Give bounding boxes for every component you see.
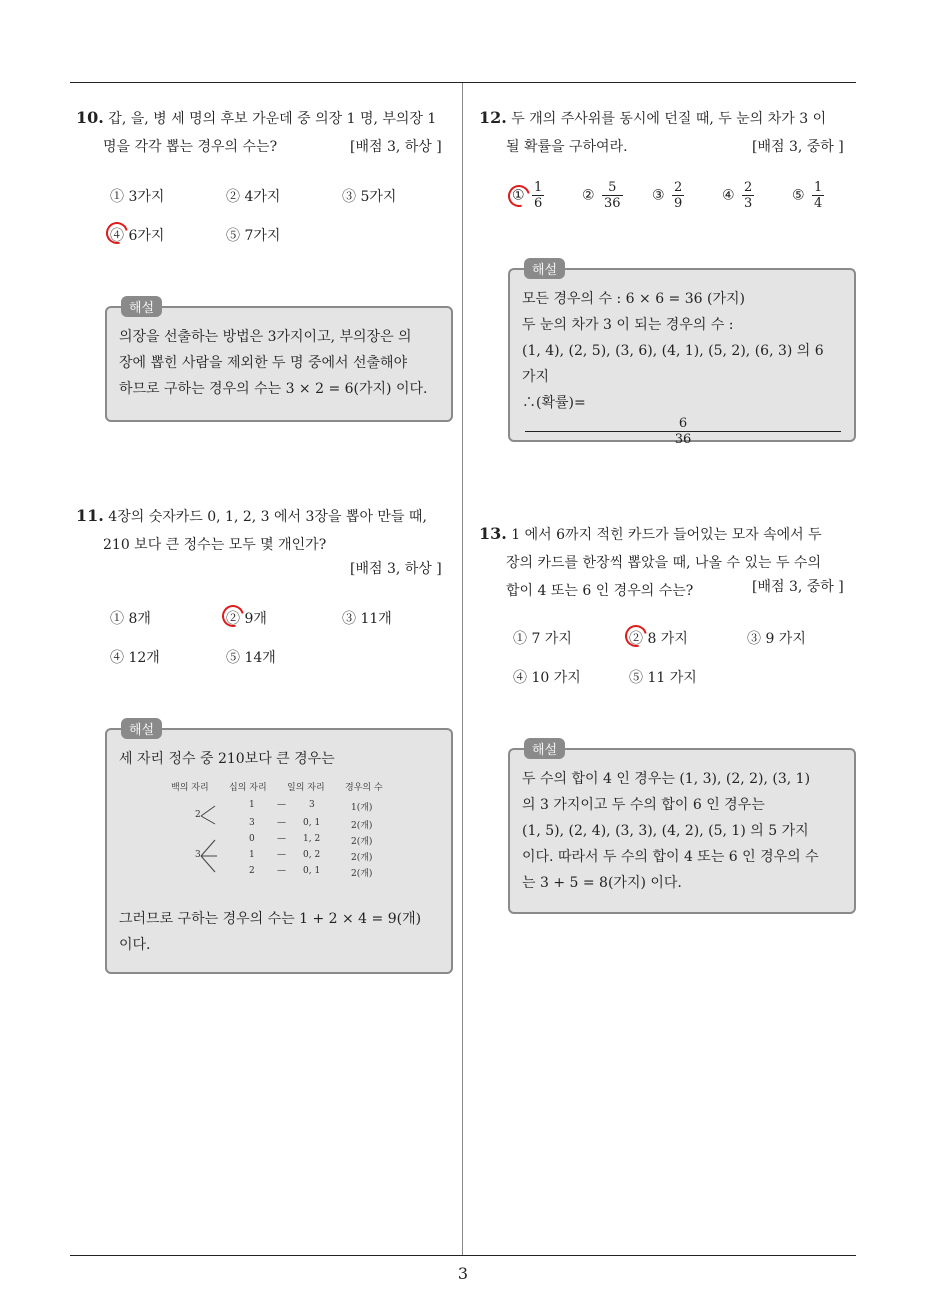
solution-tag: 해설	[121, 718, 162, 739]
question-text: 1 에서 6까지 적힌 카드가 들어있는 모자 속에서 두	[511, 527, 822, 543]
option-5[interactable]	[792, 180, 827, 211]
option-label: ③	[652, 187, 665, 204]
option-2[interactable]	[226, 608, 267, 628]
solution-line: 장에 뽑힌 사람을 제외한 두 명 중에서 선출해야	[119, 355, 408, 371]
tree-header: 경우의 수	[345, 783, 383, 793]
solution-line: 의장을 선출하는 방법은 3가지이고, 부의장은 의	[119, 329, 412, 345]
tree-cell: 2(개)	[351, 869, 373, 879]
fraction: 6 36	[525, 416, 841, 447]
solution-line: 그러므로 구하는 경우의 수는 1 + 2 × 4 = 9(개)	[119, 911, 422, 927]
option-2[interactable]: ② 4가지	[226, 189, 281, 205]
header-rule	[70, 82, 856, 83]
question-number: 11.	[76, 506, 104, 525]
option-label: ②	[582, 187, 595, 204]
question-number: 12.	[479, 108, 507, 127]
fraction: $\frac{2}{3}$	[744, 180, 753, 211]
option-label: ② 8 가지	[629, 631, 688, 647]
solution-line: 는 3 + 5 = 8(가지) 이다.	[522, 875, 682, 891]
tree-cell: 1(개)	[351, 803, 373, 813]
tree-cell: 3	[195, 850, 201, 860]
option-label: ⑤	[792, 187, 805, 204]
option-3[interactable]	[652, 180, 687, 211]
tree-cell: 3	[309, 800, 315, 810]
tree-cell: 0, 2	[303, 850, 321, 860]
tree-cell: —	[277, 850, 286, 860]
question-text: 갑, 을, 병 세 명의 후보 가운데 중 의장 1 명, 부의장 1	[108, 111, 437, 127]
solution-line: 두 수의 합이 4 인 경우는 (1, 3), (2, 2), (3, 1)	[522, 771, 811, 787]
tree-cell: —	[277, 818, 286, 828]
solution-line: 이다.	[119, 937, 151, 953]
tree-cell: —	[277, 800, 286, 810]
question-meta: [배점 3, 하상 ]	[350, 561, 442, 577]
solution-line: 이다. 따라서 두 수의 합이 4 또는 6 인 경우의 수	[522, 849, 819, 865]
fraction: $\frac{1}{6}$	[534, 180, 543, 211]
question-text: 될 확률을 구하여라.	[506, 139, 628, 155]
question-text: 두 개의 주사위를 동시에 던질 때, 두 눈의 차가 3 이	[511, 111, 827, 127]
solution-box-13	[508, 743, 856, 914]
question-meta: [배점 3, 하상 ]	[350, 139, 442, 155]
solution-line: 의 3 가지이고 두 수의 합이 6 인 경우는	[522, 797, 765, 813]
answer-circle-mark	[504, 181, 534, 211]
solution-line: (1, 5), (2, 4), (3, 3), (4, 2), (5, 1) 의 5 가지	[522, 823, 809, 839]
solution-line: 가지	[522, 369, 550, 385]
option-1[interactable]: ① 7 가지	[513, 631, 572, 647]
tree-cell: 2(개)	[351, 853, 373, 863]
footer-rule	[70, 1255, 856, 1256]
option-2[interactable]	[582, 180, 626, 211]
solution-line: 하므로 구하는 경우의 수는 3 × 2 = 6(가지) 이다.	[119, 381, 428, 397]
tree-cell: —	[277, 834, 286, 844]
question-text: 4장의 숫자카드 0, 1, 2, 3 에서 3장을 뽑아 만들 때,	[108, 509, 427, 525]
solution-probability: ∴(확률)= 6 36	[522, 390, 844, 447]
option-label: ①	[512, 187, 525, 204]
tree-cell: 2	[249, 866, 255, 876]
tree-cell: 2	[195, 810, 201, 820]
tree-cell: 1	[249, 800, 255, 810]
tree-header: 백의 자리	[171, 783, 209, 793]
tree-cell: 2(개)	[351, 837, 373, 847]
solution-line: 세 자리 정수 중 210보다 큰 경우는	[119, 751, 335, 767]
option-5[interactable]: ⑤ 14개	[226, 650, 276, 666]
option-2[interactable]	[629, 628, 688, 648]
option-3[interactable]: ③ 9 가지	[747, 631, 806, 647]
option-1[interactable]	[512, 180, 547, 211]
option-5[interactable]: ⑤ 11 가지	[629, 670, 697, 686]
solution-line: 두 눈의 차가 3 이 되는 경우의 수 :	[522, 317, 734, 333]
option-3[interactable]: ③ 5가지	[342, 189, 397, 205]
question-11	[76, 502, 456, 559]
option-1[interactable]: ① 3가지	[110, 189, 165, 205]
tree-cell: 1, 2	[303, 834, 321, 844]
question-number: 10.	[76, 108, 104, 127]
question-number: 13.	[479, 524, 507, 543]
tree-cell: —	[277, 866, 286, 876]
question-meta: [배점 3, 중하 ]	[752, 579, 844, 595]
solution-tag: 해설	[524, 738, 565, 759]
case-tree-diagram	[137, 780, 417, 890]
option-4[interactable]: ④ 12개	[110, 650, 160, 666]
solution-box-12	[508, 263, 856, 447]
option-4[interactable]	[722, 180, 757, 211]
solution-line: (1, 4), (2, 5), (3, 6), (4, 1), (5, 2), (6, 3) 의 6	[522, 343, 824, 359]
question-text: 합이 4 또는 6 인 경우의 수는?	[506, 583, 694, 599]
fraction: $\frac{5}{36}$	[604, 180, 621, 211]
tree-header: 일의 자리	[287, 783, 325, 793]
question-text: 210 보다 큰 정수는 모두 몇 개인가?	[103, 537, 327, 553]
fraction: $\frac{2}{9}$	[674, 180, 683, 211]
option-3[interactable]: ③ 11개	[342, 611, 392, 627]
option-label: ② 9개	[226, 611, 267, 627]
column-divider	[462, 83, 463, 1255]
solution-box-10	[105, 301, 453, 422]
option-label: ④ 6가지	[110, 228, 165, 244]
option-1[interactable]: ① 8개	[110, 611, 151, 627]
option-4[interactable]	[110, 225, 164, 245]
tree-cell: 1	[249, 850, 255, 860]
tree-cell: 0	[249, 834, 255, 844]
tree-cell: 3	[249, 818, 255, 828]
page-number: 3	[457, 1264, 469, 1283]
tree-header: 십의 자리	[229, 783, 267, 793]
solution-box-11	[105, 723, 453, 974]
tree-cell: 0, 1	[303, 866, 321, 876]
question-text: 명을 각각 뽑는 경우의 수는?	[103, 139, 278, 155]
tree-cell: 0, 1	[303, 818, 321, 828]
fraction: $\frac{1}{4}$	[814, 180, 823, 211]
option-5[interactable]: ⑤ 7가지	[226, 228, 281, 244]
question-text: 장의 카드를 한장씩 뽑았을 때, 나올 수 있는 두 수의	[506, 555, 821, 571]
option-label: ④	[722, 187, 735, 204]
solution-tag: 해설	[524, 258, 565, 279]
tree-cell: 2(개)	[351, 821, 373, 831]
solution-tag: 해설	[121, 296, 162, 317]
option-4[interactable]: ④ 10 가지	[513, 670, 581, 686]
solution-line: 모든 경우의 수 : 6 × 6 = 36 (가지)	[522, 291, 745, 307]
question-meta: [배점 3, 중하 ]	[752, 139, 844, 155]
